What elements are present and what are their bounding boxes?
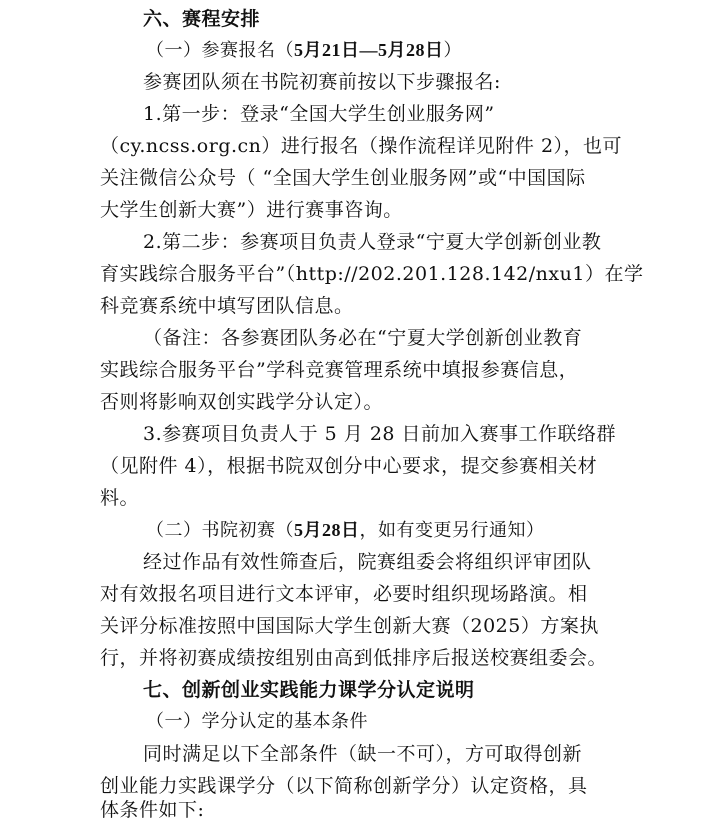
registration-intro: 参赛团队须在书院初赛前按以下步骤报名: xyxy=(143,71,501,93)
step2-line-1: 2.第二步：参赛项目负责人登录“宁夏大学创新创业教 xyxy=(143,231,602,253)
preliminary-title-prefix: （二）书院初赛（ xyxy=(146,520,294,541)
credit-line-1: 同时满足以下全部条件（缺一不可），方可取得创新 xyxy=(143,743,583,765)
section-6-heading: 六、赛程安排 xyxy=(143,8,261,30)
step1-line-1: 1.第一步：登录“全国大学生创业服务网” xyxy=(143,103,495,125)
note-line-1: （备注：各参赛团队务必在“宁夏大学创新创业教育 xyxy=(143,327,583,349)
note-line-3: 否则将影响双创实践学分认定）。 xyxy=(100,391,384,413)
step3-line-2: （见附件 4），根据书院双创分中心要求，提交参赛相关材 xyxy=(100,455,598,477)
registration-subheading xyxy=(146,37,462,64)
preliminary-date: 5月28日 xyxy=(294,520,360,540)
note-line-2: 实践综合服务平台”学科竞赛管理系统中填报参赛信息， xyxy=(100,359,579,381)
step2-line-3: 科竞赛系统中填写团队信息。 xyxy=(100,295,354,317)
registration-dates: 5月21日—5月28日 xyxy=(294,40,444,60)
step3-line-3: 料。 xyxy=(100,487,140,509)
preliminary-line-4: 行，并将初赛成绩按组别由高到低排序后报送校赛组委会。 xyxy=(100,647,608,669)
step2-line-2: 育实践综合服务平台”（http://202.201.128.142/nxu1）在学 xyxy=(100,263,644,285)
step1-line-4: 大学生创新大赛”）进行赛事咨询。 xyxy=(100,199,403,221)
step3-line-1: 3.参赛项目负责人于 5 月 28 日前加入赛事工作联络群 xyxy=(143,423,617,445)
preliminary-subheading xyxy=(146,517,545,544)
preliminary-line-1: 经过作品有效性筛查后，院赛组委会将组织评审团队 xyxy=(143,551,592,573)
credit-conditions-subheading: （一）学分认定的基本条件 xyxy=(146,711,368,732)
step1-line-3: 关注微信公众号（ “全国大学生创业服务网”或“中国国际 xyxy=(100,167,586,189)
preliminary-line-2: 对有效报名项目进行文本评审，必要时组织现场路演。相 xyxy=(100,583,588,605)
registration-title-prefix: （一）参赛报名（ xyxy=(146,40,294,61)
credit-line-2: 创业能力实践课学分（以下简称创新学分）认定资格，具 xyxy=(100,775,588,797)
preliminary-title-suffix: ，如有变更另行通知） xyxy=(359,520,545,541)
registration-title-suffix: ） xyxy=(443,40,462,61)
step1-line-2: （cy.ncss.org.cn）进行报名（操作流程详见附件 2），也可 xyxy=(100,135,623,157)
preliminary-line-3: 关评分标准按照中国国际大学生创新大赛（2025）方案执 xyxy=(100,615,599,637)
section-7-heading: 七、创新创业实践能力课学分认定说明 xyxy=(143,679,475,701)
credit-line-3: 体条件如下: xyxy=(100,799,205,821)
